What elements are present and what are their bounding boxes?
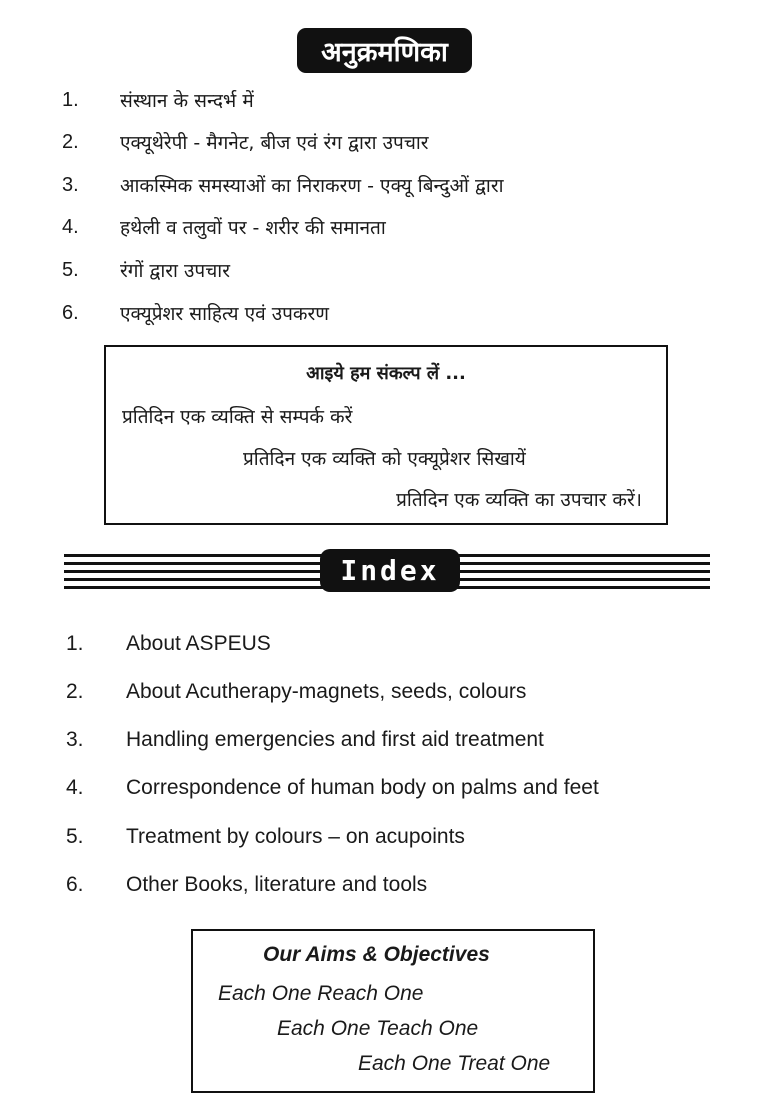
english-list-item <box>66 822 465 852</box>
english-list-item <box>66 773 599 803</box>
item-text: रंगों द्वारा उपचार <box>120 260 230 282</box>
item-text: हथेली व तलुवों पर - शरीर की समानता <box>120 217 386 239</box>
aims-line: Each One Teach One <box>277 1017 479 1040</box>
index-title-badge <box>320 549 460 592</box>
item-number: 6. <box>66 873 84 896</box>
hindi-title: अनुक्रमणिका <box>321 37 448 68</box>
item-text: Correspondence of human body on palms and feet <box>126 776 599 799</box>
item-number: 5. <box>66 825 84 848</box>
item-text: Treatment by colours – on acupoints <box>126 825 465 848</box>
item-text: एक्यूप्रेशर साहित्य एवं उपकरण <box>120 303 329 325</box>
item-text: एक्यूथेरेपी - मैगनेट, बीज एवं रंग द्वारा उपचार <box>120 132 429 154</box>
item-number: 3. <box>62 173 79 196</box>
item-text: About Acutherapy-magnets, seeds, colours <box>126 680 527 703</box>
aims-objectives-box <box>191 929 595 1093</box>
english-list-item <box>66 725 544 755</box>
hindi-pledge-box <box>104 345 668 525</box>
pledge-line: प्रतिदिन एक व्यक्ति का उपचार करें। <box>396 489 642 511</box>
item-number: 5. <box>62 258 79 281</box>
index-title: Index <box>340 554 440 587</box>
hindi-list-item <box>62 298 329 328</box>
aims-line: Each One Treat One <box>358 1052 551 1075</box>
item-number: 4. <box>66 776 84 799</box>
hindi-list-item <box>62 170 504 200</box>
item-number: 6. <box>62 301 79 324</box>
hindi-list-item <box>62 85 254 115</box>
item-number: 3. <box>66 728 84 751</box>
pledge-line: प्रतिदिन एक व्यक्ति से सम्पर्क करें <box>122 406 353 428</box>
english-list-item <box>66 870 427 900</box>
aims-heading: Our Aims & Objectives <box>263 943 490 966</box>
hindi-title-badge <box>297 28 472 73</box>
hindi-list-item <box>62 127 429 157</box>
hindi-list-item <box>62 212 386 242</box>
item-number: 4. <box>62 215 79 238</box>
hindi-list-item <box>62 255 230 285</box>
item-number: 1. <box>66 632 84 655</box>
item-number: 2. <box>62 130 79 153</box>
item-text: आकस्मिक समस्याओं का निराकरण - एक्यू बिन्दुओं द्वारा <box>120 175 504 197</box>
item-text: संस्थान के सन्दर्भ में <box>120 90 254 112</box>
english-list-item <box>66 677 526 707</box>
item-number: 2. <box>66 680 84 703</box>
english-list-item <box>66 629 271 659</box>
pledge-line: प्रतिदिन एक व्यक्ति को एक्यूप्रेशर सिखायें <box>243 448 526 470</box>
item-text: About ASPEUS <box>126 632 271 655</box>
pledge-heading: आइये हम संकल्प लें ... <box>306 363 466 384</box>
item-text: Handling emergencies and first aid treatment <box>126 728 544 751</box>
item-text: Other Books, literature and tools <box>126 873 428 896</box>
aims-line: Each One Reach One <box>218 982 424 1005</box>
item-number: 1. <box>62 88 79 111</box>
